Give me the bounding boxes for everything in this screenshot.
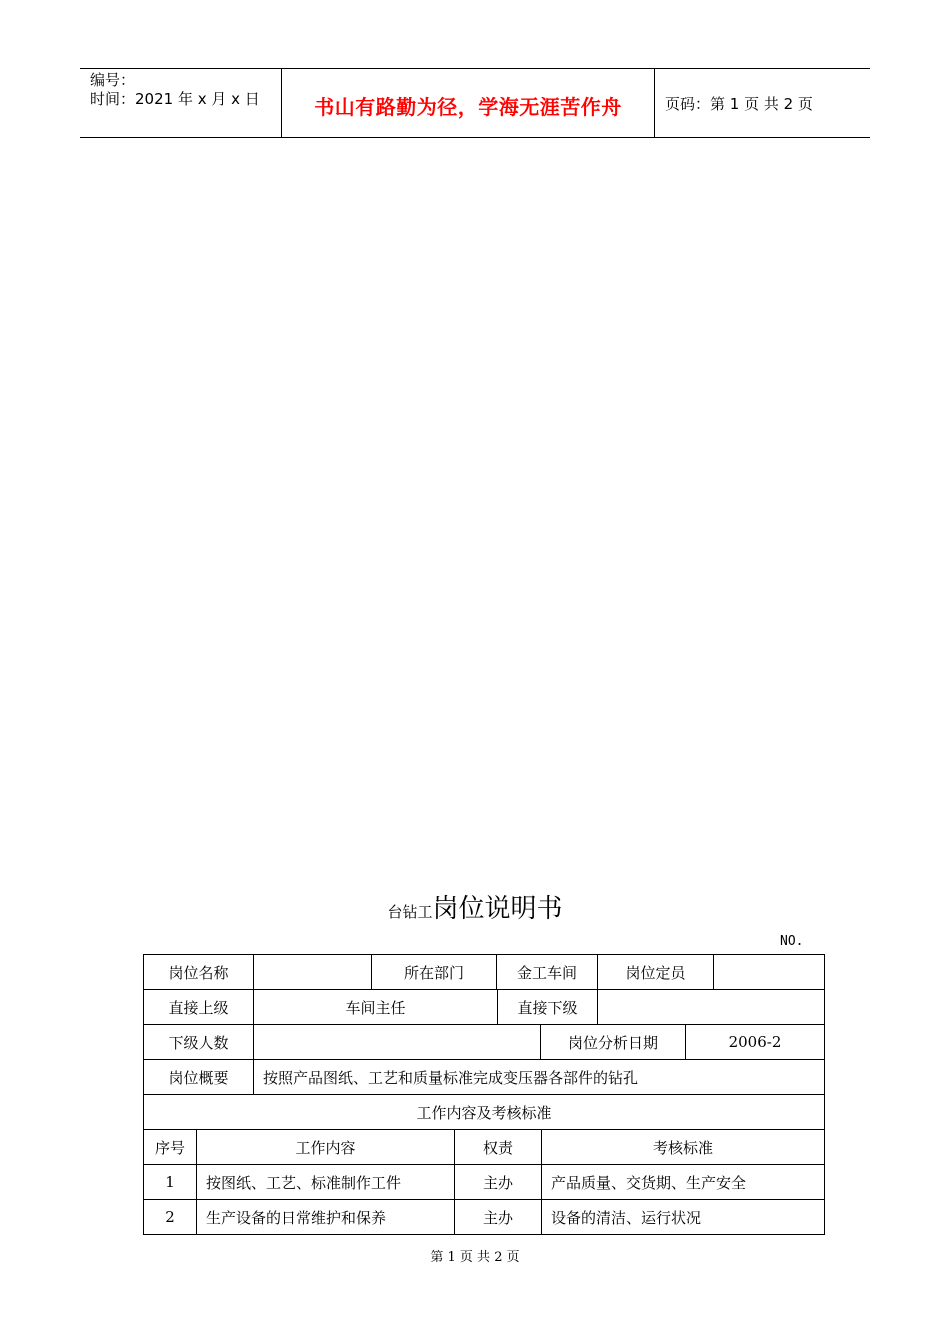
column-header-no: 序号	[154, 1138, 185, 1157]
row-duty: 主办	[454, 1200, 541, 1234]
document-header	[80, 68, 870, 138]
headcount-value	[713, 955, 824, 989]
table-row	[143, 1024, 825, 1059]
row-standard: 产品质量、交货期、生产安全	[541, 1165, 824, 1199]
header-meta	[80, 69, 282, 137]
header-motto-cell	[282, 69, 655, 137]
motto-text: 书山有路勤为径，学海无涯苦作舟	[314, 95, 622, 119]
document-no-label: NO.	[780, 934, 804, 949]
row-no: 1	[165, 1173, 175, 1191]
headcount-label: 岗位定员	[597, 955, 713, 989]
document-date: 时间：2021 年 x 月 x 日	[90, 90, 260, 108]
column-header-standard: 考核标准	[541, 1130, 824, 1164]
row-standard: 设备的清洁、运行状况	[541, 1200, 824, 1234]
analysis-date-value: 2006-2	[685, 1025, 824, 1059]
row-duty: 主办	[454, 1165, 541, 1199]
table-row	[143, 1059, 825, 1094]
row-no: 2	[165, 1208, 175, 1226]
table-row	[143, 989, 825, 1024]
dept-value: 金工车间	[496, 955, 597, 989]
document-number-label: 编号：	[90, 71, 136, 89]
title-prefix: 台钻工	[387, 903, 433, 921]
sub-count-label: 下级人数	[168, 1033, 229, 1052]
column-header-duty: 权责	[454, 1130, 541, 1164]
superior-value: 车间主任	[253, 990, 497, 1024]
header-page-cell	[655, 69, 870, 137]
page-footer: 第 1 页 共 2 页	[430, 1250, 520, 1265]
subordinate-value	[597, 990, 824, 1024]
dept-label: 所在部门	[371, 955, 496, 989]
table-header-row	[143, 1129, 825, 1164]
post-name-value	[253, 955, 371, 989]
section-title: 工作内容及考核标准	[416, 1103, 552, 1122]
analysis-date-label: 岗位分析日期	[540, 1025, 685, 1059]
column-header-content: 工作内容	[196, 1130, 454, 1164]
table-row	[143, 1164, 825, 1199]
page-indicator: 页码：第 1 页 共 2 页	[665, 95, 813, 113]
table-row	[143, 1199, 825, 1235]
document-title	[0, 888, 950, 925]
sub-count-value	[253, 1025, 540, 1059]
subordinate-label: 直接下级	[497, 990, 597, 1024]
post-name-label: 岗位名称	[168, 963, 229, 982]
title-main: 岗位说明书	[432, 894, 563, 924]
row-content: 生产设备的日常维护和保养	[196, 1200, 454, 1234]
table-row	[143, 954, 825, 989]
summary-value: 按照产品图纸、工艺和质量标准完成变压器各部件的钻孔	[253, 1060, 824, 1094]
summary-label: 岗位概要	[168, 1068, 229, 1087]
table-section-row	[143, 1094, 825, 1129]
superior-label: 直接上级	[168, 998, 229, 1017]
job-description-table	[143, 954, 825, 1235]
row-content: 按图纸、工艺、标准制作工件	[196, 1165, 454, 1199]
